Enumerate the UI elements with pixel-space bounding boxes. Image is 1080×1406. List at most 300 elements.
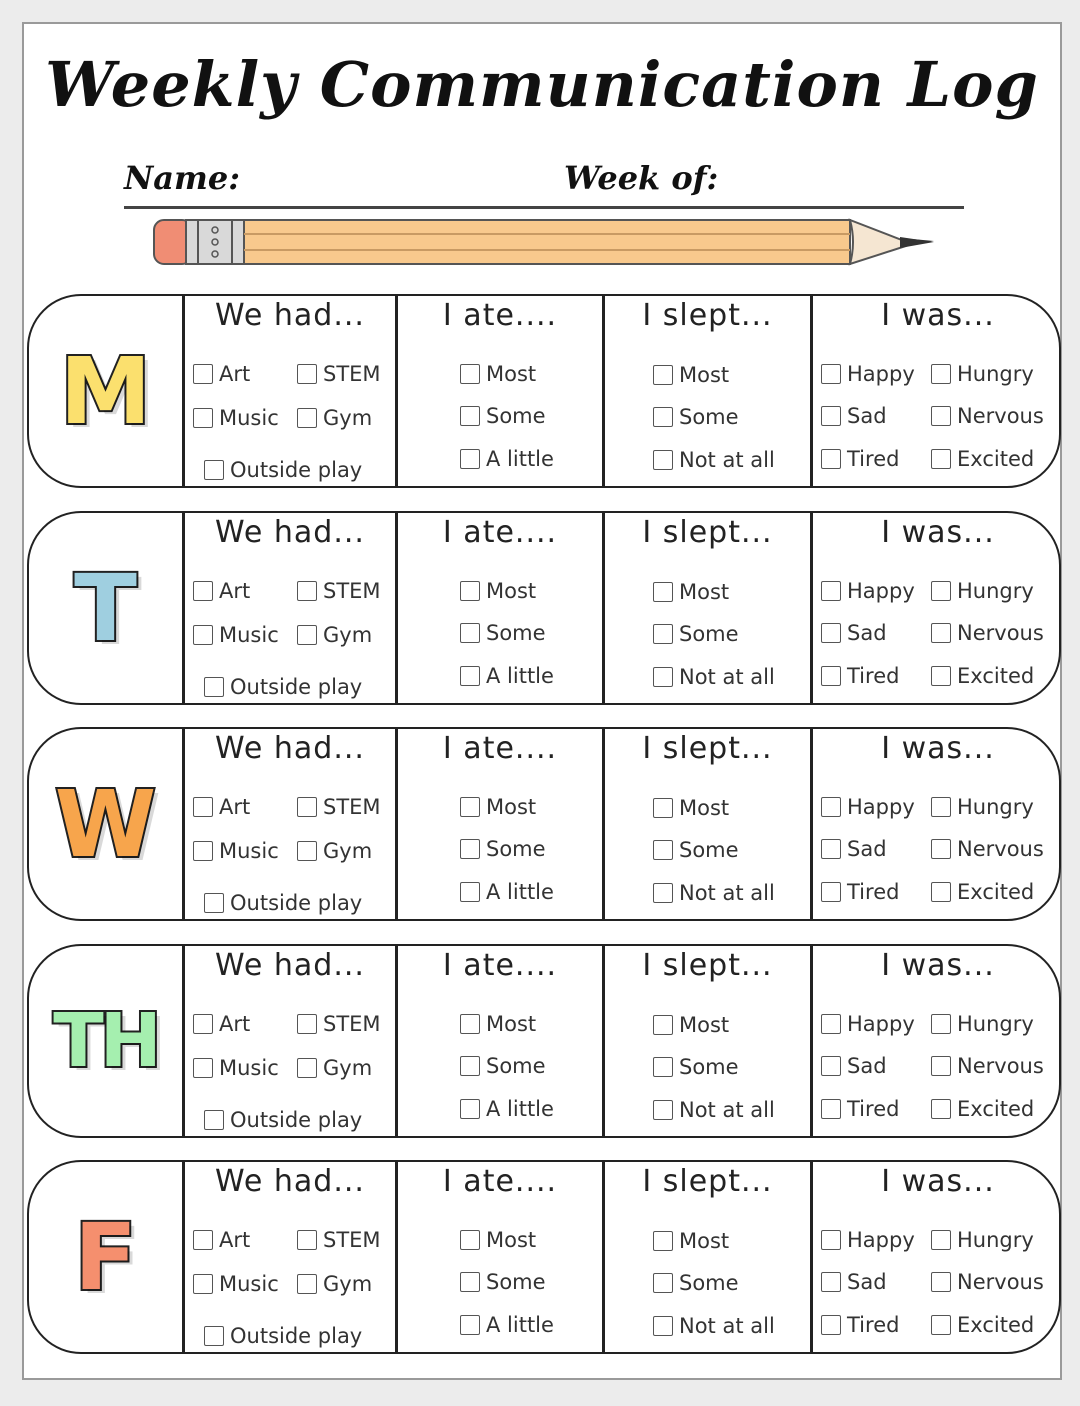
checkbox-option[interactable] [204, 891, 362, 915]
checkbox[interactable] [653, 840, 673, 860]
day-letter: T [74, 554, 137, 662]
checkbox[interactable] [653, 798, 673, 818]
checkbox[interactable] [653, 407, 673, 427]
checkbox-option[interactable] [653, 665, 775, 689]
day-letter: F [74, 1203, 137, 1311]
checkbox-option[interactable] [204, 1324, 362, 1348]
checkbox[interactable] [204, 1110, 224, 1130]
checkbox-option[interactable] [653, 1013, 729, 1037]
checkbox[interactable] [297, 581, 317, 601]
slept-column [602, 946, 810, 1136]
checkbox-label: Nervous [957, 837, 1044, 861]
checkbox[interactable] [821, 406, 841, 426]
day-letter: M [59, 337, 152, 445]
checkbox-option[interactable] [821, 1228, 915, 1252]
ate-column [395, 513, 602, 703]
checkbox[interactable] [297, 364, 317, 384]
checkbox-option[interactable] [931, 1313, 1034, 1337]
ate-heading: I ate.... [442, 298, 558, 333]
checkbox-label: Most [679, 580, 730, 604]
checkbox-label: Sad [847, 404, 887, 428]
pencil-icon [152, 214, 942, 274]
checkbox-option[interactable] [653, 1271, 739, 1295]
checkbox-option[interactable] [460, 1313, 554, 1337]
felt-column [810, 513, 1061, 703]
checkbox[interactable] [821, 1099, 841, 1119]
slept-heading: I slept... [642, 515, 773, 550]
checkbox-label: STEM [323, 362, 381, 386]
slept-column [602, 1162, 810, 1352]
checkbox-label: Hungry [957, 362, 1034, 386]
checkbox-option[interactable] [460, 1097, 554, 1121]
checkbox-label: Art [219, 795, 251, 819]
checkbox-option[interactable] [204, 1108, 362, 1132]
checkbox-option[interactable] [460, 1054, 546, 1078]
checkbox-option[interactable] [297, 1228, 381, 1252]
checkbox-option[interactable] [297, 362, 381, 386]
checkbox-label: Not at all [679, 881, 775, 905]
checkbox[interactable] [460, 1230, 480, 1250]
checkbox-option[interactable] [460, 880, 554, 904]
ate-heading: I ate.... [442, 731, 558, 766]
checkbox[interactable] [653, 1273, 673, 1293]
checkbox-label: Some [679, 1055, 739, 1079]
slept-heading: I slept... [642, 1164, 773, 1199]
checkbox[interactable] [460, 449, 480, 469]
checkbox[interactable] [193, 1014, 213, 1034]
checkbox-label: Nervous [957, 621, 1044, 645]
checkbox-label: Excited [957, 447, 1035, 471]
checkbox-option[interactable] [653, 796, 729, 820]
checkbox-label: Gym [323, 406, 373, 430]
day-row [27, 511, 1061, 705]
checkbox-option[interactable] [653, 580, 729, 604]
checkbox-label: Sad [847, 621, 887, 645]
checkbox[interactable] [460, 1099, 480, 1119]
checkbox-option[interactable] [193, 1272, 279, 1296]
checkbox-label: Happy [847, 1228, 915, 1252]
checkbox-label: Gym [323, 839, 373, 863]
checkbox-option[interactable] [193, 623, 279, 647]
checkbox-option[interactable] [653, 622, 739, 646]
checkbox-label: Some [679, 838, 739, 862]
checkbox-option[interactable] [821, 447, 899, 471]
checkbox-label: Outside play [230, 1324, 363, 1348]
checkbox-option[interactable] [931, 1054, 1044, 1078]
checkbox[interactable] [821, 1272, 841, 1292]
checkbox-label: Most [486, 795, 537, 819]
checkbox[interactable] [193, 797, 213, 817]
slept-column [602, 729, 810, 919]
activities-column [182, 729, 395, 919]
checkbox-option[interactable] [653, 838, 739, 862]
checkbox-label: Tired [847, 1313, 900, 1337]
page-title: Weekly Communication Log [45, 48, 1039, 121]
checkbox[interactable] [460, 1272, 480, 1292]
checkbox[interactable] [460, 666, 480, 686]
day-row [27, 944, 1061, 1138]
slept-heading: I slept... [642, 948, 773, 983]
checkbox-option[interactable] [193, 362, 250, 386]
checkbox-option[interactable] [653, 1229, 729, 1253]
checkbox[interactable] [653, 1231, 673, 1251]
checkbox[interactable] [193, 581, 213, 601]
checkbox-option[interactable] [193, 1228, 250, 1252]
checkbox[interactable] [653, 582, 673, 602]
checkbox[interactable] [931, 1056, 951, 1076]
checkbox-label: Nervous [957, 1270, 1044, 1294]
checkbox[interactable] [460, 406, 480, 426]
checkbox[interactable] [821, 581, 841, 601]
checkbox-label: Most [486, 362, 537, 386]
checkbox[interactable] [460, 797, 480, 817]
checkbox-option[interactable] [821, 621, 887, 645]
checkbox[interactable] [653, 624, 673, 644]
checkbox-label: STEM [323, 579, 381, 603]
checkbox[interactable] [460, 839, 480, 859]
checkbox-label: Most [486, 579, 537, 603]
checkbox[interactable] [204, 460, 224, 480]
checkbox[interactable] [931, 364, 951, 384]
checkbox-label: Not at all [679, 448, 775, 472]
checkbox-label: Tired [847, 447, 900, 471]
checkbox[interactable] [931, 449, 951, 469]
felt-column [810, 946, 1061, 1136]
checkbox-option[interactable] [297, 1012, 381, 1036]
checkbox[interactable] [193, 408, 213, 428]
checkbox-option[interactable] [297, 839, 372, 863]
checkbox[interactable] [297, 841, 317, 861]
checkbox-option[interactable] [460, 1270, 546, 1294]
checkbox[interactable] [931, 797, 951, 817]
checkbox[interactable] [460, 882, 480, 902]
day-row [27, 727, 1061, 921]
checkbox-option[interactable] [931, 795, 1034, 819]
ate-column [395, 1162, 602, 1352]
checkbox[interactable] [460, 1014, 480, 1034]
checkbox-label: Most [486, 1228, 537, 1252]
checkbox[interactable] [204, 893, 224, 913]
worksheet-page [22, 22, 1062, 1380]
activities-heading: We had... [215, 731, 365, 766]
checkbox-label: Some [486, 1270, 546, 1294]
checkbox[interactable] [653, 883, 673, 903]
checkbox-label: Outside play [230, 1108, 363, 1132]
checkbox-label: Most [679, 1013, 730, 1037]
checkbox-label: Nervous [957, 1054, 1044, 1078]
checkbox-label: Excited [957, 664, 1035, 688]
checkbox-option[interactable] [193, 1012, 250, 1036]
ate-column [395, 296, 602, 486]
felt-heading: I was... [881, 298, 995, 333]
checkbox-option[interactable] [821, 880, 899, 904]
checkbox[interactable] [193, 364, 213, 384]
ate-column [395, 946, 602, 1136]
checkbox[interactable] [193, 1058, 213, 1078]
checkbox[interactable] [653, 1100, 673, 1120]
checkbox-label: Tired [847, 1097, 900, 1121]
checkbox[interactable] [821, 1014, 841, 1034]
checkbox-option[interactable] [653, 1055, 739, 1079]
checkbox-label: Not at all [679, 1098, 775, 1122]
checkbox-label: Music [219, 1272, 279, 1296]
checkbox[interactable] [931, 1230, 951, 1250]
checkbox[interactable] [297, 1014, 317, 1034]
checkbox[interactable] [204, 677, 224, 697]
felt-heading: I was... [881, 731, 995, 766]
checkbox-option[interactable] [931, 1012, 1034, 1036]
slept-heading: I slept... [642, 298, 773, 333]
checkbox[interactable] [193, 841, 213, 861]
checkbox-option[interactable] [204, 458, 362, 482]
activities-column [182, 946, 395, 1136]
checkbox[interactable] [653, 365, 673, 385]
checkbox-option[interactable] [653, 1098, 775, 1122]
felt-column [810, 1162, 1061, 1352]
checkbox[interactable] [297, 797, 317, 817]
checkbox-option[interactable] [931, 837, 1044, 861]
checkbox[interactable] [193, 1274, 213, 1294]
checkbox-option[interactable] [931, 447, 1034, 471]
checkbox-label: Sad [847, 837, 887, 861]
checkbox-label: A little [486, 664, 554, 688]
ate-heading: I ate.... [442, 948, 558, 983]
checkbox-option[interactable] [460, 362, 536, 386]
checkbox-label: Some [486, 621, 546, 645]
checkbox-label: Music [219, 406, 279, 430]
checkbox-option[interactable] [460, 1228, 536, 1252]
checkbox[interactable] [297, 1230, 317, 1250]
checkbox-label: Most [679, 796, 730, 820]
ate-heading: I ate.... [442, 1164, 558, 1199]
checkbox-option[interactable] [821, 579, 915, 603]
checkbox[interactable] [821, 623, 841, 643]
checkbox[interactable] [931, 882, 951, 902]
checkbox[interactable] [653, 450, 673, 470]
checkbox[interactable] [460, 1315, 480, 1335]
checkbox-label: Gym [323, 1056, 373, 1080]
checkbox[interactable] [297, 1274, 317, 1294]
checkbox-label: Some [486, 404, 546, 428]
checkbox-option[interactable] [931, 621, 1044, 645]
checkbox-option[interactable] [460, 579, 536, 603]
checkbox[interactable] [297, 408, 317, 428]
checkbox-option[interactable] [297, 579, 381, 603]
checkbox-option[interactable] [821, 837, 887, 861]
checkbox-label: Outside play [230, 458, 363, 482]
checkbox-label: A little [486, 447, 554, 471]
checkbox-label: Music [219, 839, 279, 863]
checkbox-label: Art [219, 579, 251, 603]
checkbox[interactable] [821, 364, 841, 384]
checkbox-option[interactable] [460, 621, 546, 645]
checkbox[interactable] [821, 1056, 841, 1076]
felt-heading: I was... [881, 515, 995, 550]
checkbox-label: Excited [957, 1313, 1035, 1337]
checkbox-option[interactable] [460, 837, 546, 861]
checkbox-label: Happy [847, 362, 915, 386]
checkbox[interactable] [204, 1326, 224, 1346]
day-row [27, 1160, 1061, 1354]
felt-heading: I was... [881, 1164, 995, 1199]
checkbox[interactable] [460, 623, 480, 643]
activities-column [182, 513, 395, 703]
checkbox-option[interactable] [653, 881, 775, 905]
checkbox-label: Not at all [679, 665, 775, 689]
checkbox-option[interactable] [821, 1054, 887, 1078]
slept-column [602, 296, 810, 486]
checkbox[interactable] [931, 623, 951, 643]
activities-heading: We had... [215, 948, 365, 983]
checkbox-option[interactable] [821, 1313, 899, 1337]
checkbox-label: A little [486, 1097, 554, 1121]
checkbox-label: Tired [847, 664, 900, 688]
checkbox-label: Outside play [230, 891, 363, 915]
checkbox-option[interactable] [297, 1272, 372, 1296]
checkbox-option[interactable] [821, 1012, 915, 1036]
checkbox[interactable] [931, 839, 951, 859]
checkbox-label: Art [219, 1012, 251, 1036]
checkbox-option[interactable] [297, 1056, 372, 1080]
checkbox-option[interactable] [193, 579, 250, 603]
checkbox[interactable] [931, 1014, 951, 1034]
checkbox-label: Nervous [957, 404, 1044, 428]
checkbox[interactable] [821, 449, 841, 469]
felt-column [810, 296, 1061, 486]
checkbox-option[interactable] [653, 363, 729, 387]
checkbox[interactable] [931, 1272, 951, 1292]
checkbox-label: Some [679, 1271, 739, 1295]
checkbox-option[interactable] [653, 405, 739, 429]
week-of-label: Week of: [564, 159, 719, 197]
checkbox[interactable] [931, 666, 951, 686]
checkbox[interactable] [821, 666, 841, 686]
checkbox-label: Excited [957, 1097, 1035, 1121]
checkbox-option[interactable] [460, 1012, 536, 1036]
checkbox-label: Music [219, 1056, 279, 1080]
checkbox[interactable] [460, 581, 480, 601]
checkbox-label: Some [679, 405, 739, 429]
checkbox-option[interactable] [460, 447, 554, 471]
activities-heading: We had... [215, 298, 365, 333]
checkbox[interactable] [931, 581, 951, 601]
day-row [27, 294, 1061, 488]
checkbox-option[interactable] [653, 448, 775, 472]
checkbox[interactable] [931, 406, 951, 426]
checkbox-option[interactable] [821, 404, 887, 428]
checkbox[interactable] [931, 1099, 951, 1119]
checkbox-label: Art [219, 362, 251, 386]
checkbox[interactable] [821, 839, 841, 859]
checkbox-option[interactable] [297, 406, 372, 430]
checkbox[interactable] [193, 1230, 213, 1250]
checkbox[interactable] [653, 1316, 673, 1336]
checkbox-option[interactable] [931, 880, 1034, 904]
checkbox-label: A little [486, 880, 554, 904]
checkbox-option[interactable] [821, 664, 899, 688]
checkbox[interactable] [460, 1056, 480, 1076]
checkbox-label: Outside play [230, 675, 363, 699]
name-week-line [124, 206, 964, 209]
checkbox-label: Happy [847, 579, 915, 603]
checkbox-option[interactable] [931, 362, 1034, 386]
checkbox-label: Gym [323, 1272, 373, 1296]
checkbox[interactable] [193, 625, 213, 645]
checkbox[interactable] [297, 625, 317, 645]
day-letter: W [54, 770, 157, 878]
checkbox-option[interactable] [931, 1228, 1034, 1252]
checkbox[interactable] [653, 667, 673, 687]
checkbox-label: Some [679, 622, 739, 646]
checkbox[interactable] [297, 1058, 317, 1078]
checkbox-label: Sad [847, 1270, 887, 1294]
checkbox-label: STEM [323, 1012, 381, 1036]
checkbox-label: Happy [847, 795, 915, 819]
checkbox-option[interactable] [460, 664, 554, 688]
checkbox-label: Most [486, 1012, 537, 1036]
checkbox[interactable] [460, 364, 480, 384]
checkbox-option[interactable] [204, 675, 362, 699]
checkbox[interactable] [931, 1315, 951, 1335]
checkbox[interactable] [821, 1230, 841, 1250]
checkbox-option[interactable] [460, 795, 536, 819]
checkbox-label: Sad [847, 1054, 887, 1078]
checkbox-option[interactable] [193, 406, 279, 430]
checkbox-option[interactable] [653, 1314, 775, 1338]
checkbox-option[interactable] [931, 404, 1044, 428]
checkbox-label: STEM [323, 1228, 381, 1252]
checkbox-label: Some [486, 837, 546, 861]
checkbox-label: STEM [323, 795, 381, 819]
checkbox[interactable] [821, 797, 841, 817]
checkbox-option[interactable] [821, 795, 915, 819]
checkbox-label: Most [679, 1229, 730, 1253]
checkbox-option[interactable] [931, 664, 1034, 688]
checkbox-label: Tired [847, 880, 900, 904]
checkbox[interactable] [653, 1057, 673, 1077]
checkbox[interactable] [653, 1015, 673, 1035]
checkbox-option[interactable] [193, 839, 279, 863]
activities-heading: We had... [215, 1164, 365, 1199]
felt-heading: I was... [881, 948, 995, 983]
checkbox-label: Hungry [957, 1228, 1034, 1252]
checkbox-option[interactable] [931, 1097, 1034, 1121]
checkbox-option[interactable] [931, 579, 1034, 603]
checkbox-label: Happy [847, 1012, 915, 1036]
checkbox-label: Art [219, 1228, 251, 1252]
checkbox-option[interactable] [460, 404, 546, 428]
checkbox-option[interactable] [297, 623, 372, 647]
checkbox-option[interactable] [821, 362, 915, 386]
checkbox-label: Hungry [957, 579, 1034, 603]
checkbox[interactable] [821, 882, 841, 902]
checkbox-label: Hungry [957, 1012, 1034, 1036]
checkbox[interactable] [821, 1315, 841, 1335]
checkbox-label: Music [219, 623, 279, 647]
checkbox-label: Not at all [679, 1314, 775, 1338]
checkbox-option[interactable] [193, 1056, 279, 1080]
checkbox-option[interactable] [821, 1270, 887, 1294]
checkbox-option[interactable] [297, 795, 381, 819]
name-label: Name: [124, 159, 241, 197]
checkbox-label: Most [679, 363, 730, 387]
activities-column [182, 1162, 395, 1352]
checkbox-option[interactable] [193, 795, 250, 819]
checkbox-option[interactable] [821, 1097, 899, 1121]
checkbox-option[interactable] [931, 1270, 1044, 1294]
checkbox-label: Excited [957, 880, 1035, 904]
checkbox-label: Gym [323, 623, 373, 647]
